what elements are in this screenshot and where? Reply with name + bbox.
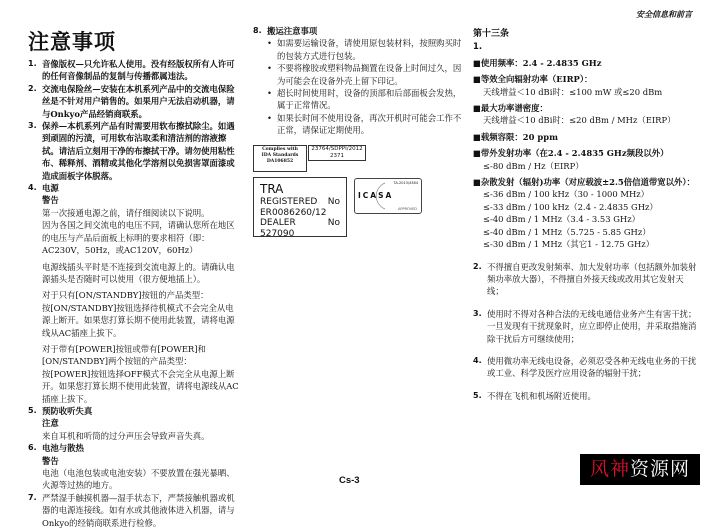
- spec-psd: ■最大功率谱密度：: [473, 103, 548, 114]
- note-item-1: 1. 音像版权—只允许私人使用。没有经版权所有人许可的任何音像制品的复制与传播都属违法。: [28, 59, 235, 82]
- transport-bullet: • 不要将橡胶或塑料物品搁置在设备上时间过久，因为可能会在设备外壳上留下印记。: [267, 62, 463, 87]
- note-item-8: 8. 搬运注意事项 • 如需要运输设备，请使用原包装材料，按照购买时的包装方式进行包装。 • 不要将橡胶或塑料物品搁置在设备上时间过久，因为可能会在设备外壳上留下印记。 • 超长时间使用时，设备的顶部和后部面板会发热，属于正常情况。 • 如果长时间不使用设备，再次开机时可能会工作不正常，请保证定期使用。: [253, 25, 463, 137]
- transport-bullet: • 超长时间使用时，设备的顶部和后部面板会发热，属于正常情况。: [267, 87, 463, 112]
- note-item-3: 3. 保养—本机系列产品有时需要用软布擦拭除尘。如遇到顽固的污渍，可用软布沾取柔和清洁剂的溶液擦拭。请洁后立刻用干净的布擦拭干净。请勿使用粘性布、稀释剂、酒精或其他化学溶剂以免损害罩面漆或造成面板字体脱落。: [28, 121, 235, 181]
- page-title: 注意事项: [28, 30, 116, 54]
- note-item-6: 6. 电池与散热 警告 电池（电池包装或电池安装）不要放置在强光暴晒、火源等过热的地方。: [28, 443, 235, 491]
- warning-label: 警告: [42, 195, 59, 206]
- section-header: 安全信息和前言: [636, 10, 692, 19]
- notes-column-2: [253, 25, 463, 137]
- rule-4: 4. 使用微功率无线电设备，必须忍受各种无线电业务的干扰或工业、科学及医疗应用设备的辐射干扰；: [473, 355, 697, 379]
- transport-bullet: • 如需要运输设备，请使用原包装材料，按照购买时的包装方式进行包装。: [267, 37, 463, 62]
- icasa-label: TA-2013/4384 ICASA APPROVED: [354, 178, 422, 214]
- page-number: Cs-3: [339, 475, 360, 486]
- tra-label: TRA REGISTERED No ER0086260/12 DEALER No 527090: [253, 177, 347, 237]
- article-title: 第十三条: [473, 29, 510, 39]
- note-item-4-power: 4. 电源 警告 第一次接通电源之前，请仔细阅读以下说明。 因为各国之间交流电的电压不同，请确认您所在地区的电压与产品后面板上标明的要求相符（即：AC230V，50Hz，或AC120V，60Hz） 电源线插头平时是不连接到交流电源上的。请确认电源插头是否随时可以使用（很方便地插上）。 对于只有[ON/STANDBY]按钮的产品类型： 按[ON/STANDBY]按钮选择待机模式不会完全从电源上断开。如果您打算长期不使用此装置，请将电源线从AC插座上拔下。 对于带有[POWER]按钮或带有[POWER]和[ON/STANDBY]两个按钮的产品类型： 按[POWER]按钮选择OFF模式不会完全从电源上断开。如果您打算长期不使用此装置，请将电源线从AC插座上拔下。: [28, 183, 239, 404]
- transport-bullet: • 如果长时间不使用设备，再次开机时可能会工作不正常，请保证定期使用。: [267, 112, 463, 137]
- rule-5: 5. 不得在飞机和机场附近使用。: [473, 390, 596, 401]
- ida-compliance-label: Complies with IDA Standards DA106852: [253, 145, 307, 172]
- note-item-7: 7. 严禁湿手触摸机器—湿手状态下，严禁接触机器或机器的电源连接线。如有水或其他液体进入机器，请与Onkyo的经销商联系进行检修。: [28, 492, 235, 528]
- rule-2: 2. 不得擅自更改发射频率、加大发射功率（包括额外加装射频功率放大器），不得擅自外接天线或改用其它发射天线；: [473, 261, 697, 297]
- spec-frequency: ■使用频率：2.4 - 2.4835 GHz: [473, 57, 602, 68]
- power-heading: 电源: [42, 183, 59, 194]
- spec-tolerance: ■载频容限：20 ppm: [473, 131, 558, 142]
- watermark-logo: 风神资源网: [580, 454, 700, 485]
- notes-column-1: [28, 58, 240, 529]
- spec-eirp: ■等效全向辐射功率（EIRP）：: [473, 74, 593, 85]
- rule-3: 3. 使用时不得对各种合法的无线电通信业务产生有害干扰；一旦发现有干扰现象时，应立即停止使用，并采取措施消除干扰后方可继续使用；: [473, 308, 697, 344]
- note-item-5: 5. 预防收听失真 注意 来自耳机和听筒的过分声压会导致声音失真。: [28, 405, 210, 441]
- spec-spurious: ■杂散发射（辐射)功率（对应载波±2.5倍信道带宽以外）：: [473, 177, 695, 188]
- regulation-column: 第十三条 1. ■使用频率：2.4 - 2.4835 GHz ■等效全向辐射功率（EIRP）： 天线增益＜10 dBi时：≤100 mW 或≤20 dBm ■最大功率谱密度： 天线增益＜10 dBi时：≤20 dBm / MHz（EIRP） ■载频容限：20 ppm ■带外发射功率（在2.4 - 2.4835 GHz频段以外） ≤-80 dBm / Hz（EIRP） ■杂散发射（辐射)功率（对应载波±2.5倍信道带宽以外）： ≤-36 dBm / 100 kHz（30 - 1000 MHz） ≤-33 dBm / 100 kHz（2.4 - 2.4835 GHz） ≤-40 dBm / 1 MHz（3.4 - 3.53 GHz） ≤-40 dBm / 1 MHz（5.725 - 5.85 GHz） ≤-30 dBm / 1 MHz（其它1 - 12.75 GHz） 2. 不得擅自更改发射频率、加大发射功率（包括额外加装射频功率放大器），不得擅自外接天线或改用其它发射天线； 3. 使用时不得对各种合法的无线电通信业务产生有害干扰；一旦发现有干扰现象时，应立即停止使用，并采取措施消除干扰后方可继续使用； 4. 使用微功率无线电设备，必须忍受各种无线电业务的干扰或工业、科学及医疗应用设备的辐射干扰； 5. 不得在飞机和机场附近使用。: [473, 29, 697, 401]
- spec-out-of-band: ■带外发射功率（在2.4 - 2.4835 GHz频段以外）: [473, 148, 669, 159]
- note-item-2: 2. 交流电保险丝—安装在本机系列产品中的交流电保险丝是不针对用户销售的。如果用户无法启动机器，请与Onkyo产品经销商联系。: [28, 83, 235, 119]
- sdppi-label: 23764/SDPPI/2012 2371: [308, 145, 366, 161]
